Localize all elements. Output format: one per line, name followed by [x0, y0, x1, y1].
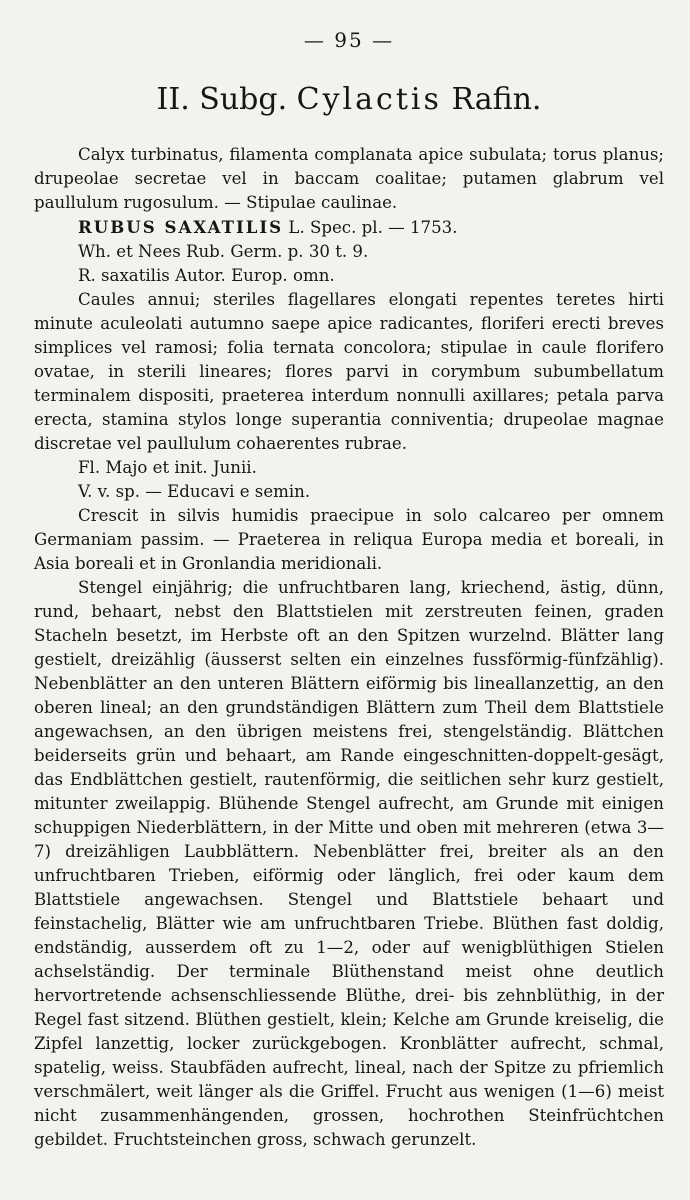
reference-line: Wh. et Nees Rub. Germ. p. 30 t. 9.	[78, 242, 369, 261]
subgenus-diagnosis: Calyx turbinatus, filamenta complanata apice subulata; torus planus; drupeolae secretae vel in baccam coalitae; putamen glabrum vel paullulum rugosulum. — Stipulae caulinae.	[34, 145, 664, 212]
species-citation: L. Spec. pl. — 1753.	[283, 218, 458, 237]
flowering-time: Fl. Majo et init. Junii.	[78, 458, 257, 477]
species-heading	[34, 215, 664, 240]
species-name: RUBUS SAXATILIS	[78, 217, 284, 237]
distribution-text: Crescit in silvis humidis praecipue in solo calcareo per omnem Germaniam passim. — Praeterea in reliqua Europa media et boreali, in Asia boreali et in Gronlandia meridionali.	[34, 506, 664, 573]
page-body	[34, 143, 664, 1152]
latin-description: Caules annui; steriles flagellares elongati repentes teretes hirti minute aculeolati autumno saepe apice radicantes, floriferi erecti breves simplices vel ramosi; folia ternata concolora; stipulae in caule florifero ovatae, in sterili lineares; flores parvi in corymbum subumbellatum terminalem dispositi, praeterea interdum nonnulli axillares; petala parva erecta, stamina stylos longe superantia conniventia; drupeolae magnae discretae vel paullulum cohaerentes rubrae.	[34, 290, 664, 453]
title-genus: Cylactis	[296, 82, 442, 117]
german-description: Stengel einjährig; die unfruchtbaren lang, kriechend, ästig, dünn, rund, behaart, nebst den Blattstielen mit zerstreuten feinen, graden Stacheln besetzt, im Herbste oft an den Spitzen wurzelnd. Blätter lang gestielt, dreizählig (äusserst selten ein einzelnes fussförmig-fünfzählig). Nebenblätter an den unteren Blättern eiförmig bis lineallanzettig, an den oberen lineal; an den grundständigen Blättern zum Theil dem Blattstiele angewachsen, an den übrigen meistens frei, stengelständig. Blättchen beiderseits grün und behaart, am Rande eingeschnitten-doppelt-gesägt, das Endblättchen gestielt, rautenförmig, die seitlichen sehr kurz gestielt, mitunter zweilappig. Blühende Stengel aufrecht, am Grunde mit einigen schuppigen Niederblättern, in der Mitte und oben mit mehreren (etwa 3—7) dreizähligen Laubblättern. Nebenblätter frei, breiter als an den unfruchtbaren Trieben, eiförmig oder länglich, frei oder kaum dem Blattstiele angewachsen. Stengel und Blattstiele behaart und feinstachelig, Blätter wie am unfruchtbaren Triebe. Blüthen fast doldig, endständig, ausserdem oft zu 1—2, oder auf wenigblüthigen Stielen achselständig. Der terminale Blüthenstand meist ohne deutlich hervortretende achsenschliessende Blüthe, drei- bis zehnblüthig, in der Regel fast sitzend. Blüthen gestielt, klein; Kelche am Grunde kreiselig, die Zipfel lanzettig, locker zurückgebogen. Kronblätter aufrecht, schmal, spatelig, weiss. Staubfäden aufrecht, lineal, nach der Spitze zu pfriemlich verschmälert, weit länger als die Griffel. Frucht aus wenigen (1—6) meist nicht zusammenhängenden, grossen, hochrothen Steinfrüchtchen gebildet. Fruchtsteinchen gross, schwach gerunzelt.	[34, 578, 664, 1149]
section-title	[34, 82, 664, 117]
synonym-line: R. saxatilis Autor. Europ. omn.	[78, 266, 335, 285]
title-author: Rafin.	[451, 82, 542, 117]
page-number: — 95 —	[303, 28, 395, 52]
voucher-note: V. v. sp. — Educavi e semin.	[78, 482, 311, 501]
title-prefix: II. Subg.	[156, 82, 288, 117]
